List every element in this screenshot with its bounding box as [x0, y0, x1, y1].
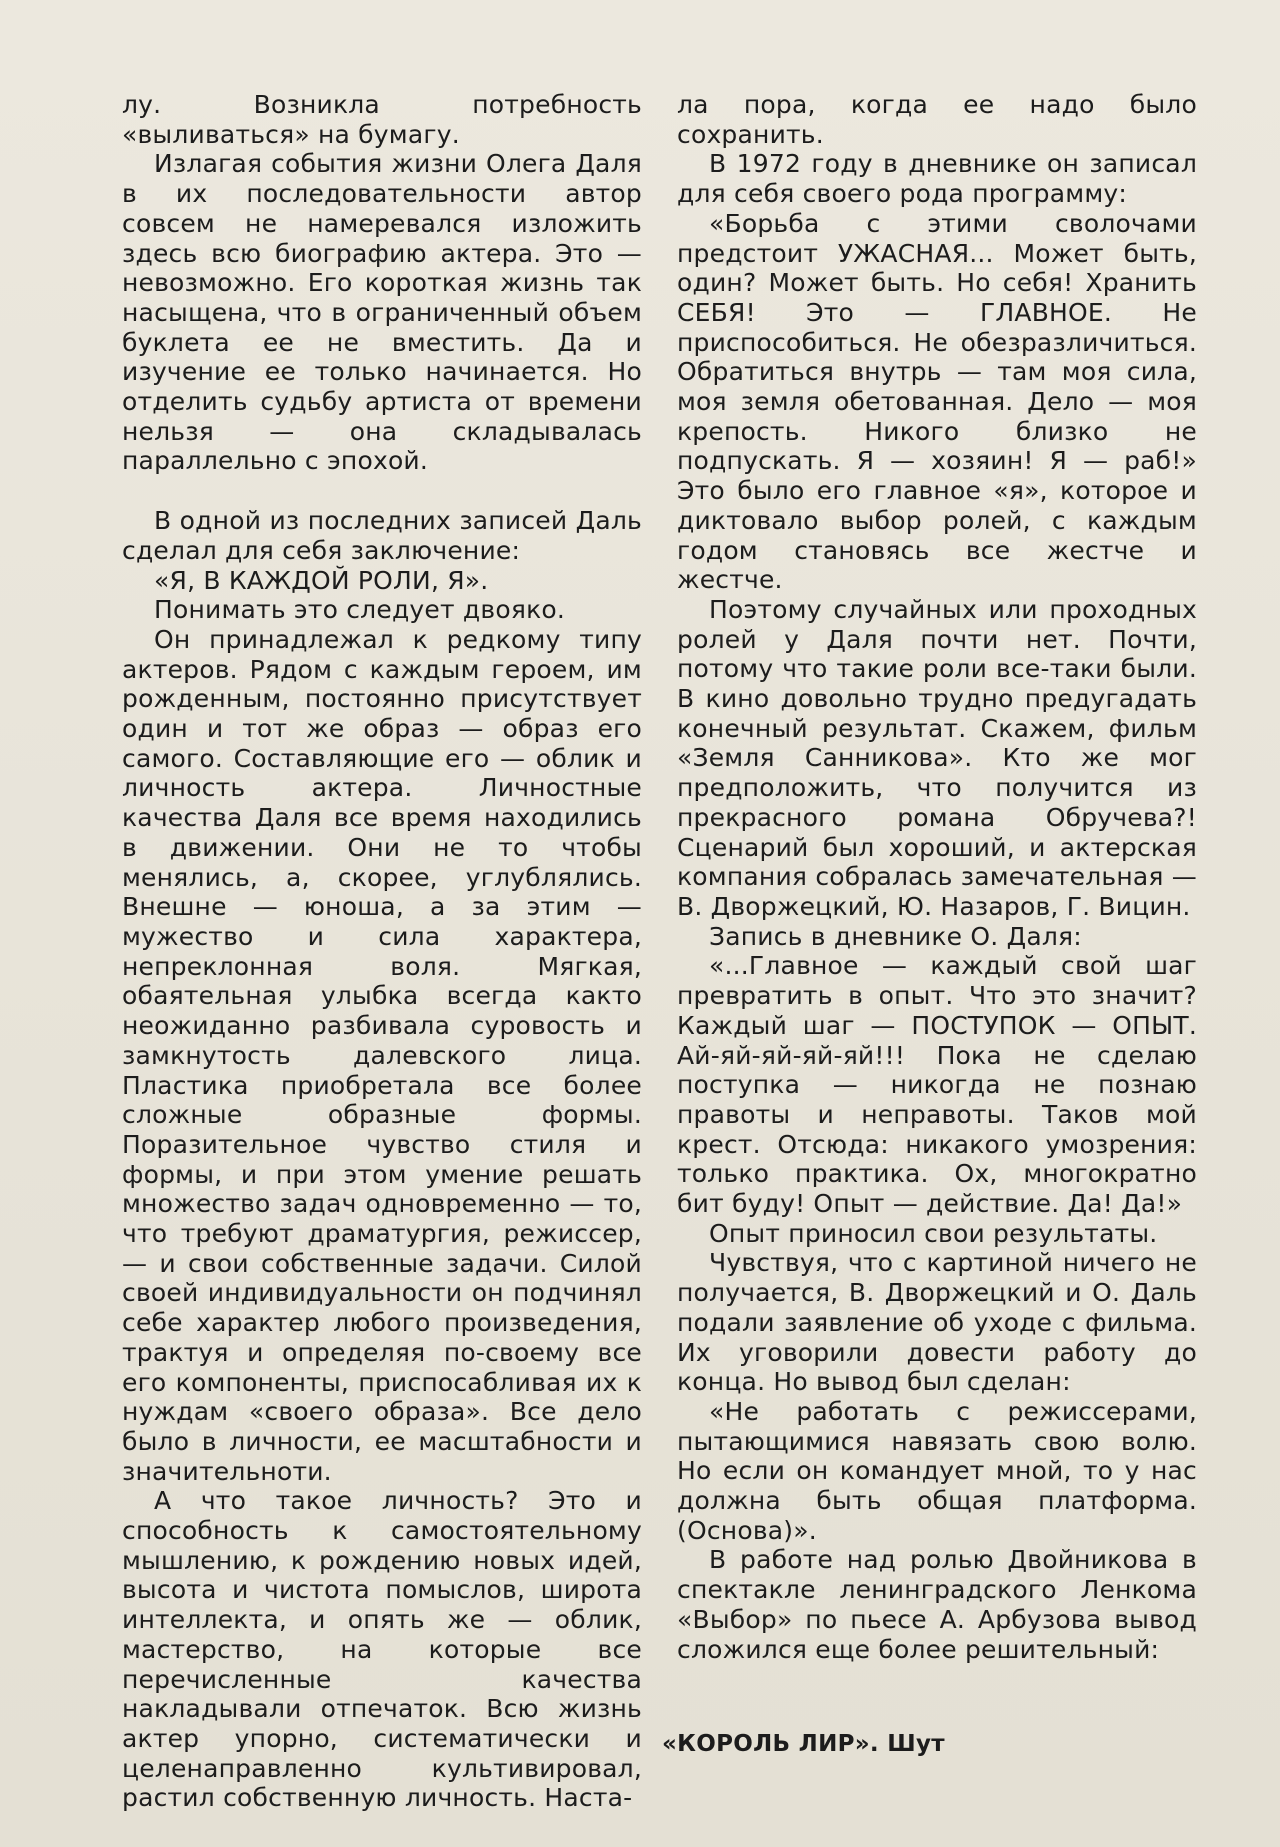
paragraph: В работе над ролью Двойникова в спектакле ленинградского Ленкома «Выбор» по пьесе А. Арбузова вывод сложился еще более решительный:: [677, 1545, 1197, 1664]
paragraph: ла пора, когда ее надо было сохранить.: [677, 90, 1197, 149]
photo-caption: «КОРОЛЬ ЛИР». Шут: [662, 1731, 945, 1757]
paragraph: Опыт приносил свои результаты.: [709, 1218, 1158, 1248]
diary-quote: «...Главное — каждый свой шаг превратить в опыт. Что это значит? Каждый шаг — ПОСТУПОК — ОПЫТ. Ай-яй-яй-яй-яй!!! Пока не сделаю поступка — никогда не познаю правоты и неправоты. Таков мой крест. Отсюда: никакого умозрения: только практика. Ох, многократно бит буду! Опыт — действие. Да! Да!»: [677, 951, 1197, 1219]
paragraph: Понимать это следует двояко.: [154, 595, 566, 625]
quote-line: «Я, В КАЖДОЙ РОЛИ, Я».: [154, 565, 489, 595]
diary-quote: «Не работать с режиссерами, пытающимися навязать свою волю. Но если он командует мной, то у нас должна быть общая платформа.(Основа)».: [677, 1396, 1197, 1545]
paragraph: Запись в дневнике О. Даля:: [709, 921, 1082, 951]
paragraph: Излагая события жизни Олега Даля в их последовательности автор совсем не намеревался изложить здесь всю биографию актера. Это — невозможно. Его короткая жизнь так насыщена, что в ограниченный объем буклета ее не вместить. Да и изучение ее только начинается. Но отделить судьбу артиста от времени нельзя — она складывалась параллельно с эпохой.: [122, 149, 642, 476]
diary-quote: «Борьба с этими сволочами предстоит УЖАСНАЯ... Может быть, один? Может быть. Но себя! Хранить СЕБЯ! Это — ГЛАВНОЕ. Не приспособиться. Не обезразличиться. Обратиться внутрь — там моя сила, моя земля обетованная. Дело — моя крепость. Никого близко не подпускать. Я — хозяин! Я — раб!» Это было его главное «я», которое и диктовало выбор ролей, с каждым годом становясь все жестче и жестче.: [677, 208, 1197, 595]
paragraph: лу. Возникла потребность «выливаться» на бумагу.: [122, 90, 642, 149]
paragraph: Чувствуя, что с картиной ничего не получается, В. Дворжецкий и О. Даль подали заявление об уходе с фильма. Их уговорили довести работу до конца. Но вывод был сделан:: [677, 1248, 1197, 1397]
paragraph: В 1972 году в дневнике он записал для себя своего рода программу:: [677, 149, 1197, 209]
left-text-column: [122, 90, 642, 1813]
right-text-column: [677, 90, 1197, 1664]
paragraph: В одной из последних записей Даль сделал для себя заключение:: [122, 506, 642, 565]
paragraph: Поэтому случайных или проходных ролей у Даля почти нет. Почти, потому что такие роли все-таки были. В кино довольно трудно предугадать конечный результат. Скажем, фильм «Земля Санникова». Кто же мог предположить, что получится из прекрасного романа Обручева?! Сценарий был хороший, и актерская компания собралась замечательная — В. Дворжецкий, Ю. Назаров, Г. Вицин.: [677, 594, 1197, 921]
paragraph: Он принадлежал к редкому типу актеров. Рядом с каждым героем, им рожденным, постоянно присутствует один и тот же образ — образ его самого. Составляющие его — облик и личность актера. Личностные качества Даля все время находились в движении. Они не то чтобы менялись, а, скорее, углублялись. Внешне — юноша, а за этим — мужество и сила характера, непреклонная воля. Мягкая, обаятельная улыбка всегда както неожиданно разбивала суровость и замкнутость далевского лица. Пластика приобретала все более сложные образные формы. Поразительное чувство стиля и формы, и при этом умение решать множество задач одновременно — то, что требуют драматургия, режиссер, — и свои собственные задачи. Силой своей индивидуальности он подчинял себе характер любого произведения, трактуя и определяя по-своему все его компоненты, приспосабливая их к нуждам «своего образа». Все дело было в личности, ее масштабности и значительноти.: [122, 624, 642, 1486]
paragraph: А что такое личность? Это и способность к самостоятельному мышлению, к рождению новых идей, высота и чистота помыслов, широта интеллекта, и опять же — облик, мастерство, на которые все перечисленные качества накладывали отпечаток. Всю жизнь актер упорно, систематически и целенаправленно культивировал, растил собственную личность. Наста-: [122, 1486, 642, 1813]
